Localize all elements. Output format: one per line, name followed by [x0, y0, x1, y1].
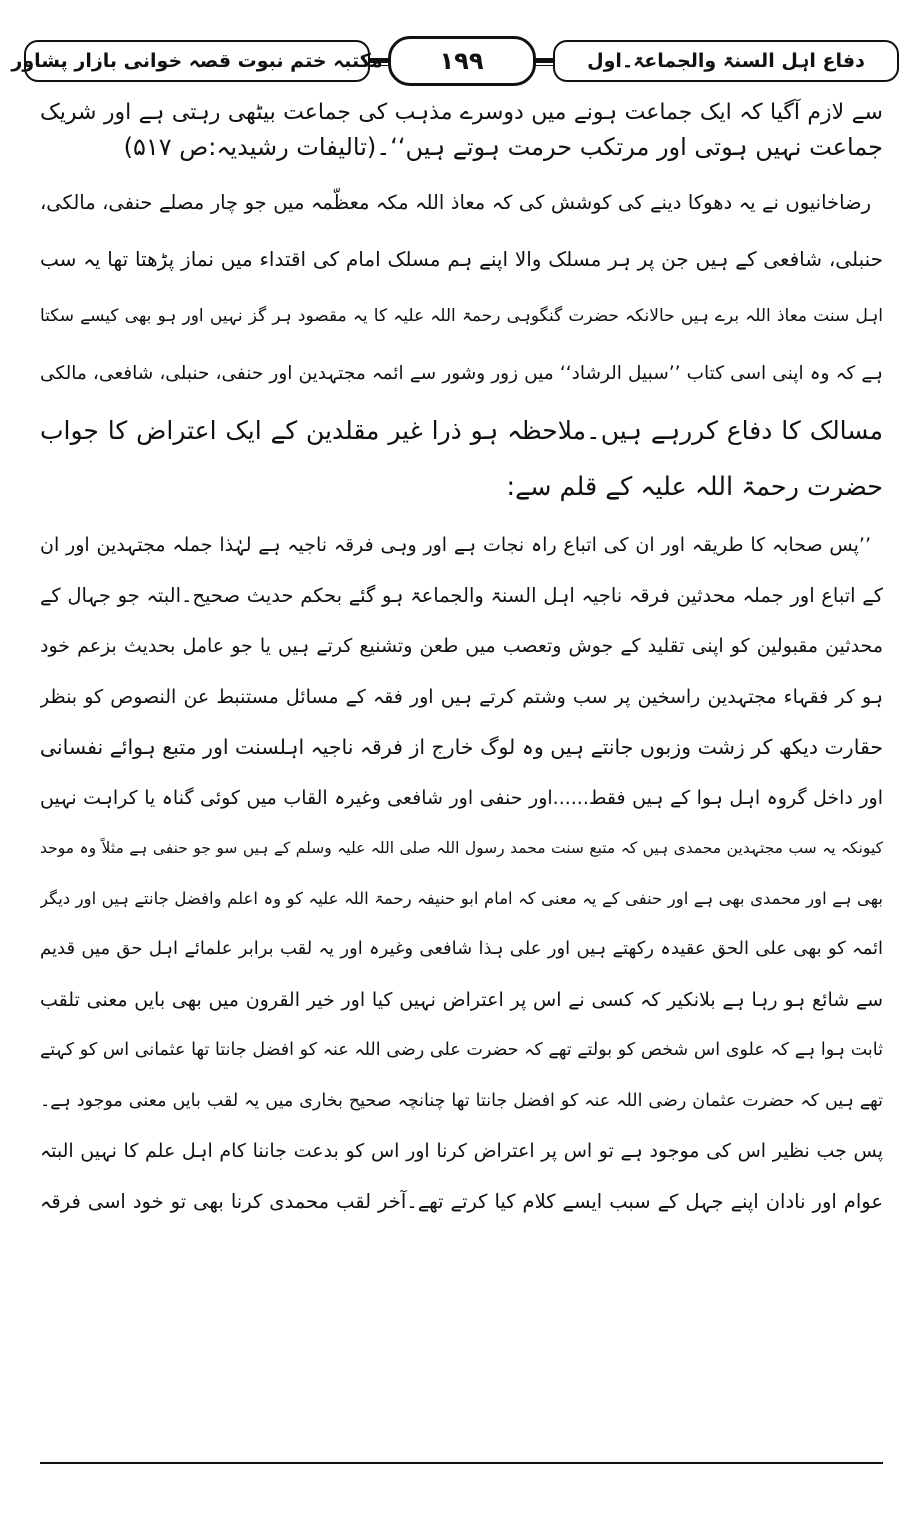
- text-line: حضرت رحمۃ اللہ علیہ کے قلم سے:: [506, 472, 883, 502]
- author-paragraph: [40, 174, 883, 516]
- text-line: ائمہ کو بھی علی الحق عقیدہ رکھتے ہیں اور علی ہذا شافعی وغیرہ اور یہ لقب برابر علمائے اہل حق میں قدیم: [40, 938, 883, 959]
- text-line: رضاخانیوں نے یہ دھوکا دینے کی کوشش کی کہ معاذ اللہ مکہ معظّمہ میں جو چار مصلے حنفی، مالکی،: [40, 191, 871, 214]
- text-line: ہے کہ وہ اپنی اسی کتاب ’’سبیل الرشاد‘‘ میں زور وشور سے ائمہ مجتہدین اور حنفی، حنبلی، شافعی، مالکی: [40, 363, 883, 384]
- text-line: کیونکہ یہ سب مجتہدین محمدی ہیں کہ متبع سنت محمد رسول اللہ صلی اللہ علیہ وسلم کے ہیں سو جو حنفی ہے مثلاً وہ موحد: [40, 839, 883, 857]
- text-line: اہل سنت معاذ اللہ برے ہیں حالانکہ حضرت گنگوہی رحمۃ اللہ علیہ کا یہ مقصود ہر گز نہیں اور ہو بھی کیسے سکتا: [40, 306, 883, 326]
- footer-rule: [40, 1462, 883, 1464]
- text-line: ثابت ہوا ہے کہ علوی اس شخص کو بولتے تھے کہ حضرت علی رضی اللہ عنہ کو افضل جانتا تھا عثمانی اس کو کہتے: [40, 1040, 883, 1060]
- text-line: پس جب نظیر اس کی موجود ہے تو اس پر اعتراض کرنا اور اس کو بدعت جاننا کام اہل علم کا نہیں البتہ: [40, 1140, 883, 1162]
- text-line: عوام اور نادان اپنے جہل کے سبب ایسے کلام کیا کرتے تھے۔آخر لقب محمدی کرنا بھی تو خود اسی فرقہ: [40, 1189, 883, 1213]
- text-line: مسالک کا دفاع کررہے ہیں۔ملاحظہ ہو ذرا غیر مقلدین کے ایک اعتراض کا جواب: [40, 416, 883, 445]
- page-number: ۱۹۹: [388, 36, 536, 86]
- text-line: ہو کر فقہاء مجتہدین راسخین پر سب وشتم کرتے ہیں اور فقہ کے مسائل مستنبط عن النصوص کو بنظر: [40, 685, 883, 708]
- block-quote-paragraph: [40, 520, 883, 1227]
- text-line: ’’پس صحابہ کا طریقہ اور ان کی اتباع راہ نجات ہے اور وہی فرقہ ناجیہ ہے لہٰذا جملہ مجتہدین اور ان: [40, 534, 871, 556]
- book-title: دفاع اہل السنۃ والجماعۃ۔اول: [553, 40, 899, 82]
- text-line: کے اتباع اور جملہ محدثین فرقہ ناجیہ اہل السنۃ والجماعۃ ہو گئے بحکم حدیث صحیح۔البتہ جو جہال کے: [40, 583, 883, 607]
- text-line: حقارت دیکھ کر زشت وزبوں جانتے ہیں وہ لوگ خارج از فرقہ ناجیہ اہلسنت اور متبع ہوائے نفسانی: [40, 735, 883, 759]
- page-header: [11, 32, 899, 84]
- text-line: بھی ہے اور محمدی بھی ہے اور حنفی کے یہ معنی کہ امام ابو حنیفہ رحمۃ اللہ علیہ کو وہ اعلم وافضل جانتے ہیں اور دیگر: [40, 888, 883, 908]
- text-line: جماعت نہیں ہوتی اور مرتکب حرمت ہوتے ہیں‘‘۔(تالیفات رشیدیہ:ص ۵۱۷): [123, 133, 883, 161]
- text-line: سے شائع ہو رہا ہے بلانکیر کہ کسی نے اس پر اعتراض نہیں کیا اور خیر القرون میں بھی بایں معنی تلقب: [40, 988, 883, 1011]
- quote-continuation-paragraph: [40, 96, 883, 164]
- publisher-name: مکتبہ ختم نبوت قصہ خوانی بازار پشاور: [24, 40, 370, 82]
- text-line: اور داخل گروہ اہل ہوا کے ہیں فقط......اور حنفی اور شافعی وغیرہ القاب میں کوئی گناہ یا کراہت نہیں: [40, 786, 883, 809]
- text-line: تھے ہیں کہ حضرت عثمان رضی اللہ عنہ کو افضل جانتا تھا چنانچہ صحیح بخاری میں یہ لقب بایں معنی موجود ہے۔: [40, 1090, 883, 1111]
- text-line: سے لازم آگیا کہ ایک جماعت ہونے میں دوسرے مذہب کی جماعت بیٹھی رہتی ہے اور شریک: [40, 100, 883, 125]
- page-body: [40, 96, 883, 1227]
- text-line: حنبلی، شافعی کے ہیں جن پر ہر مسلک والا اپنے ہم مسلک امام کی اقتداء میں نماز پڑھتا تھا یہ سب: [40, 247, 883, 271]
- text-line: محدثین مقبولین کو اپنی تقلید کے جوش وتعصب میں طعن وتشنیع کرتے ہیں یا جو عامل بحدیث بزعم خود: [40, 635, 883, 657]
